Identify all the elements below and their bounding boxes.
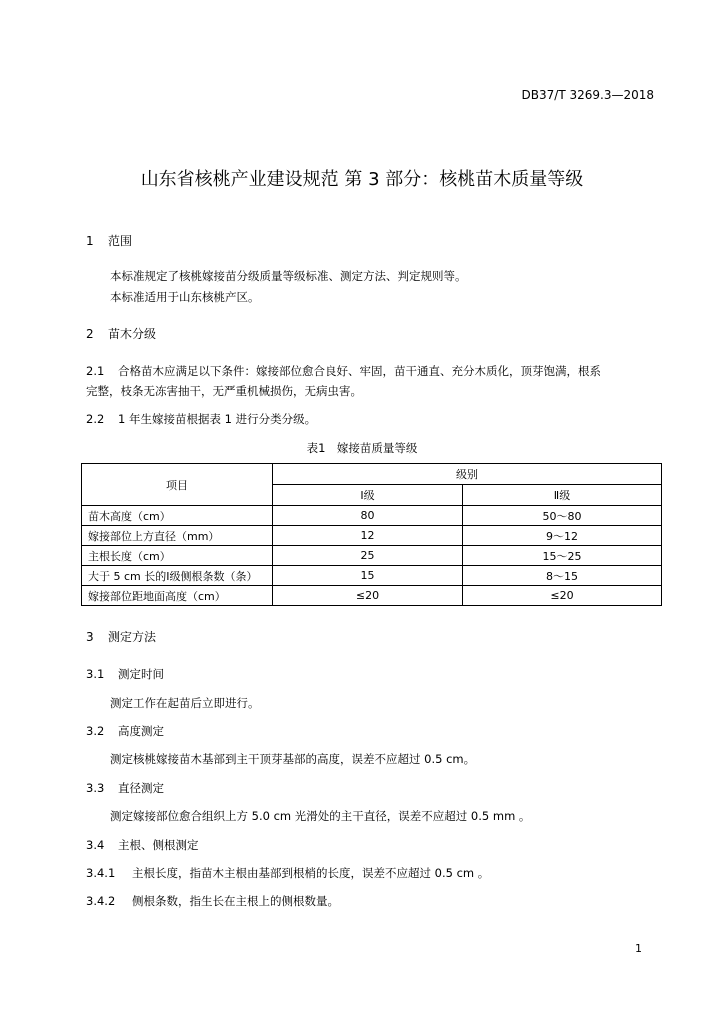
cell-item: 大于 5 cm 长的Ⅰ级侧根条数（条）	[82, 566, 273, 586]
paragraph: 测定嫁接部位愈合组织上方 5.0 cm 光滑处的主干直径，误差不应超过 0.5 mm 。	[110, 809, 531, 823]
header-grade: 级别	[273, 464, 662, 485]
section-3-heading	[86, 628, 156, 645]
clause-3-3-heading	[86, 780, 164, 796]
clause-2-2	[86, 411, 316, 427]
cell-item: 嫁接部位上方直径（mm）	[82, 526, 273, 546]
clause-number: 3.4	[86, 838, 105, 852]
clause-number: 3.1	[86, 667, 105, 681]
table-row	[82, 586, 662, 606]
section-2-heading	[86, 325, 156, 342]
cell-grade-2: 8～15	[463, 566, 662, 586]
cell-grade-1: 15	[273, 566, 463, 586]
document-title: 山东省核桃产业建设规范 第 3 部分：核桃苗木质量等级	[140, 169, 584, 190]
table-caption: 表1 嫁接苗质量等级	[306, 441, 418, 455]
clause-title: 测定时间	[118, 667, 164, 681]
cell-grade-2: ≤20	[463, 586, 662, 606]
cell-item: 苗木高度（cm）	[82, 506, 273, 526]
cell-item: 嫁接部位距地面高度（cm）	[82, 586, 273, 606]
paragraph: 本标准规定了核桃嫁接苗分级质量等级标准、测定方法、判定规则等。	[110, 269, 467, 283]
cell-grade-2: 15～25	[463, 546, 662, 566]
clause-title: 高度测定	[118, 724, 164, 738]
clause-3-4-2	[86, 893, 339, 909]
section-title: 苗木分级	[108, 327, 157, 341]
section-number: 3	[86, 630, 94, 644]
clause-3-4-heading	[86, 837, 199, 853]
section-title: 测定方法	[108, 630, 157, 644]
clause-number: 2.1	[86, 364, 105, 378]
clause-text: 侧根条数，指生长在主根上的侧根数量。	[132, 894, 339, 908]
clause-text-continued: 完整，枝条无冻害抽干，无严重机械损伤，无病虫害。	[86, 384, 362, 398]
paragraph: 本标准适用于山东核桃产区。	[110, 290, 260, 304]
table-row	[82, 526, 662, 546]
section-1-heading	[86, 232, 132, 249]
clause-number: 2.2	[86, 412, 105, 426]
clause-number: 3.3	[86, 781, 105, 795]
table-row	[82, 506, 662, 526]
cell-grade-1: ≤20	[273, 586, 463, 606]
clause-text: 主根长度，指苗木主根由基部到根梢的长度，误差不应超过 0.5 cm 。	[132, 866, 490, 880]
cell-grade-1: 25	[273, 546, 463, 566]
cell-grade-2: 9～12	[463, 526, 662, 546]
page-number: 1	[635, 942, 642, 955]
cell-item: 主根长度（cm）	[82, 546, 273, 566]
cell-grade-1: 80	[273, 506, 463, 526]
clause-3-1-heading	[86, 666, 164, 682]
clause-text: 合格苗木应满足以下条件：嫁接部位愈合良好、牢固，苗干通直、充分木质化，顶芽饱满，根系	[118, 364, 601, 378]
clause-title: 主根、侧根测定	[118, 838, 199, 852]
cell-grade-1: 12	[273, 526, 463, 546]
clause-number: 3.4.2	[86, 894, 116, 908]
cell-grade-2: 50～80	[463, 506, 662, 526]
grade-table	[81, 463, 662, 606]
section-number: 1	[86, 234, 94, 248]
clause-3-4-1	[86, 865, 489, 881]
header-item: 项目	[82, 464, 273, 506]
clause-title: 直径测定	[118, 781, 164, 795]
table-header-row	[82, 464, 662, 485]
table-row	[82, 546, 662, 566]
clause-3-2-heading	[86, 723, 164, 739]
section-title: 范围	[108, 234, 133, 248]
clause-number: 3.4.1	[86, 866, 116, 880]
paragraph: 测定工作在起苗后立即进行。	[110, 696, 260, 710]
header-grade-2: Ⅱ级	[463, 485, 662, 506]
paragraph: 测定核桃嫁接苗木基部到主干顶芽基部的高度，误差不应超过 0.5 cm。	[110, 752, 476, 766]
clause-2-1	[86, 363, 601, 379]
table-row	[82, 566, 662, 586]
standard-code: DB37/T 3269.3—2018	[521, 88, 654, 102]
section-number: 2	[86, 327, 94, 341]
clause-number: 3.2	[86, 724, 105, 738]
clause-text: 1 年生嫁接苗根据表 1 进行分类分级。	[118, 412, 317, 426]
header-grade-1: Ⅰ级	[273, 485, 463, 506]
